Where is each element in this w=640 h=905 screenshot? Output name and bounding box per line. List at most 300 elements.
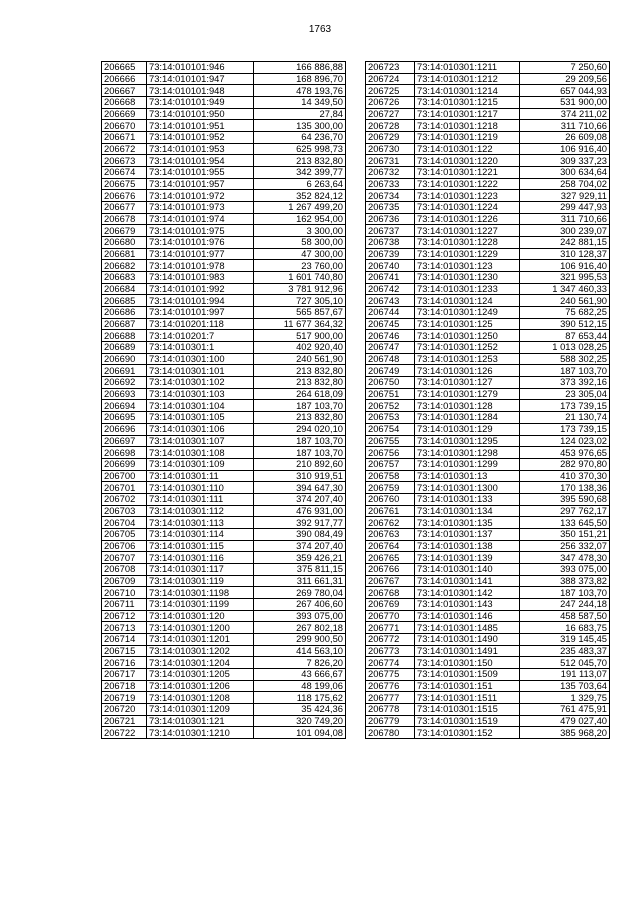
cadastral-number-cell: 73:14:010301:1253 xyxy=(415,353,520,365)
value-cell: 517 900,00 xyxy=(254,330,346,342)
row-number-cell: 206694 xyxy=(102,400,147,412)
row-number-cell: 206751 xyxy=(366,388,415,400)
row-number-cell: 206742 xyxy=(366,283,415,295)
table-row xyxy=(366,178,610,190)
value-cell: 7 250,60 xyxy=(520,62,610,74)
table-row xyxy=(366,458,610,470)
value-cell: 6 263,64 xyxy=(254,178,346,190)
table-row xyxy=(102,703,346,715)
table-row xyxy=(102,470,346,482)
value-cell: 187 103,70 xyxy=(520,587,610,599)
table-row xyxy=(102,377,346,389)
table-row xyxy=(366,423,610,435)
value-cell: 3 781 912,96 xyxy=(254,283,346,295)
row-number-cell: 206732 xyxy=(366,167,415,179)
table-row xyxy=(366,283,610,295)
value-cell: 191 113,07 xyxy=(520,668,610,680)
table-row xyxy=(366,715,610,727)
value-cell: 319 145,45 xyxy=(520,633,610,645)
row-number-cell: 206687 xyxy=(102,318,147,330)
row-number-cell: 206693 xyxy=(102,388,147,400)
row-number-cell: 206724 xyxy=(366,73,415,85)
value-cell: 187 103,70 xyxy=(520,365,610,377)
cadastral-number-cell: 73:14:010101:952 xyxy=(147,132,254,144)
cadastral-number-cell: 73:14:010301:134 xyxy=(415,505,520,517)
value-cell: 385 968,20 xyxy=(520,727,610,739)
cadastral-number-cell: 73:14:010301:1217 xyxy=(415,108,520,120)
value-cell: 213 832,80 xyxy=(254,155,346,167)
table-row xyxy=(102,318,346,330)
row-number-cell: 206744 xyxy=(366,307,415,319)
table-row xyxy=(366,73,610,85)
cadastral-number-cell: 73:14:010301:1509 xyxy=(415,668,520,680)
row-number-cell: 206674 xyxy=(102,167,147,179)
value-cell: 342 399,77 xyxy=(254,167,346,179)
row-number-cell: 206765 xyxy=(366,552,415,564)
table-row xyxy=(102,668,346,680)
row-number-cell: 206706 xyxy=(102,540,147,552)
row-number-cell: 206672 xyxy=(102,143,147,155)
cadastral-number-cell: 73:14:010301:112 xyxy=(147,505,254,517)
row-number-cell: 206764 xyxy=(366,540,415,552)
value-cell: 374 207,40 xyxy=(254,540,346,552)
value-cell: 727 305,10 xyxy=(254,295,346,307)
cadastral-number-cell: 73:14:010301:1214 xyxy=(415,85,520,97)
cadastral-number-cell: 73:14:010101:992 xyxy=(147,283,254,295)
cadastral-number-cell: 73:14:010101:947 xyxy=(147,73,254,85)
row-number-cell: 206719 xyxy=(102,692,147,704)
cadastral-number-cell: 73:14:010301:1250 xyxy=(415,330,520,342)
table-row xyxy=(102,178,346,190)
cadastral-number-cell: 73:14:010101:973 xyxy=(147,202,254,214)
value-cell: 240 561,90 xyxy=(520,295,610,307)
row-number-cell: 206684 xyxy=(102,283,147,295)
cadastral-number-cell: 73:14:010101:950 xyxy=(147,108,254,120)
value-cell: 390 512,15 xyxy=(520,318,610,330)
value-cell: 374 211,02 xyxy=(520,108,610,120)
row-number-cell: 206735 xyxy=(366,202,415,214)
cadastral-number-cell: 73:14:010301:135 xyxy=(415,517,520,529)
value-cell: 300 634,64 xyxy=(520,167,610,179)
cadastral-number-cell: 73:14:010301:1295 xyxy=(415,435,520,447)
table-row xyxy=(102,85,346,97)
value-cell: 240 561,90 xyxy=(254,353,346,365)
cadastral-number-cell: 73:14:010301:128 xyxy=(415,400,520,412)
cadastral-number-cell: 73:14:010201:7 xyxy=(147,330,254,342)
row-number-cell: 206667 xyxy=(102,85,147,97)
row-number-cell: 206683 xyxy=(102,272,147,284)
cadastral-number-cell: 73:14:010301:137 xyxy=(415,528,520,540)
row-number-cell: 206730 xyxy=(366,143,415,155)
table-row xyxy=(366,260,610,272)
row-number-cell: 206733 xyxy=(366,178,415,190)
row-number-cell: 206774 xyxy=(366,657,415,669)
cadastral-number-cell: 73:14:010301:119 xyxy=(147,575,254,587)
row-number-cell: 206703 xyxy=(102,505,147,517)
row-number-cell: 206673 xyxy=(102,155,147,167)
cadastral-number-cell: 73:14:010301:1211 xyxy=(415,62,520,74)
cadastral-number-cell: 73:14:010301:1491 xyxy=(415,645,520,657)
row-number-cell: 206760 xyxy=(366,493,415,505)
table-row xyxy=(102,400,346,412)
cadastral-number-cell: 73:14:010301:1226 xyxy=(415,213,520,225)
value-cell: 625 998,73 xyxy=(254,143,346,155)
table-row xyxy=(366,85,610,97)
value-cell: 1 267 499,20 xyxy=(254,202,346,214)
value-cell: 388 373,82 xyxy=(520,575,610,587)
value-cell: 106 916,40 xyxy=(520,260,610,272)
row-number-cell: 206692 xyxy=(102,377,147,389)
table-row xyxy=(366,120,610,132)
value-cell: 327 929,11 xyxy=(520,190,610,202)
value-cell: 47 300,00 xyxy=(254,248,346,260)
cadastral-number-cell: 73:14:010301:1299 xyxy=(415,458,520,470)
cadastral-number-cell: 73:14:010301:123 xyxy=(415,260,520,272)
row-number-cell: 206729 xyxy=(366,132,415,144)
row-number-cell: 206723 xyxy=(366,62,415,74)
table-row xyxy=(102,295,346,307)
cadastral-number-cell: 73:14:010301:122 xyxy=(415,143,520,155)
cadastral-number-cell: 73:14:010101:957 xyxy=(147,178,254,190)
table-row xyxy=(102,610,346,622)
cadastral-number-cell: 73:14:010301:1300 xyxy=(415,482,520,494)
value-cell: 359 426,21 xyxy=(254,552,346,564)
value-cell: 1 013 028,25 xyxy=(520,342,610,354)
value-cell: 394 647,30 xyxy=(254,482,346,494)
table-row xyxy=(102,412,346,424)
table-row xyxy=(102,248,346,260)
row-number-cell: 206675 xyxy=(102,178,147,190)
cadastral-number-cell: 73:14:010301:1221 xyxy=(415,167,520,179)
value-cell: 531 900,00 xyxy=(520,97,610,109)
table-row xyxy=(366,167,610,179)
value-cell: 173 739,15 xyxy=(520,423,610,435)
cadastral-number-cell: 73:14:010301:150 xyxy=(415,657,520,669)
value-cell: 311 661,31 xyxy=(254,575,346,587)
row-number-cell: 206762 xyxy=(366,517,415,529)
value-cell: 58 300,00 xyxy=(254,237,346,249)
table-row xyxy=(102,330,346,342)
row-number-cell: 206709 xyxy=(102,575,147,587)
row-number-cell: 206734 xyxy=(366,190,415,202)
table-row xyxy=(366,143,610,155)
value-cell: 7 826,20 xyxy=(254,657,346,669)
cadastral-number-cell: 73:14:010301:1209 xyxy=(147,703,254,715)
value-cell: 299 447,93 xyxy=(520,202,610,214)
value-cell: 458 587,50 xyxy=(520,610,610,622)
row-number-cell: 206713 xyxy=(102,622,147,634)
table-row xyxy=(366,108,610,120)
cadastral-number-cell: 73:14:010101:955 xyxy=(147,167,254,179)
cadastral-number-cell: 73:14:010301:1 xyxy=(147,342,254,354)
table-row xyxy=(102,307,346,319)
table-row xyxy=(102,575,346,587)
table-row xyxy=(366,62,610,74)
table-row xyxy=(102,622,346,634)
value-cell: 87 653,44 xyxy=(520,330,610,342)
value-cell: 402 920,40 xyxy=(254,342,346,354)
table-row xyxy=(102,132,346,144)
table-row xyxy=(102,458,346,470)
row-number-cell: 206681 xyxy=(102,248,147,260)
cadastral-number-cell: 73:14:010101:946 xyxy=(147,62,254,74)
table-row xyxy=(366,353,610,365)
row-number-cell: 206739 xyxy=(366,248,415,260)
row-number-cell: 206780 xyxy=(366,727,415,739)
value-cell: 321 995,53 xyxy=(520,272,610,284)
row-number-cell: 206677 xyxy=(102,202,147,214)
table-row xyxy=(366,377,610,389)
registry-table-right xyxy=(365,61,610,739)
value-cell: 512 045,70 xyxy=(520,657,610,669)
table-row xyxy=(102,167,346,179)
row-number-cell: 206738 xyxy=(366,237,415,249)
table-row xyxy=(102,272,346,284)
row-number-cell: 206699 xyxy=(102,458,147,470)
cadastral-number-cell: 73:14:010301:140 xyxy=(415,563,520,575)
cadastral-number-cell: 73:14:010301:110 xyxy=(147,482,254,494)
table-row xyxy=(366,388,610,400)
cadastral-number-cell: 73:14:010101:983 xyxy=(147,272,254,284)
table-row xyxy=(366,657,610,669)
row-number-cell: 206756 xyxy=(366,447,415,459)
value-cell: 374 207,40 xyxy=(254,493,346,505)
table-row xyxy=(366,598,610,610)
cadastral-number-cell: 73:14:010301:1284 xyxy=(415,412,520,424)
row-number-cell: 206747 xyxy=(366,342,415,354)
table-row xyxy=(102,202,346,214)
row-number-cell: 206695 xyxy=(102,412,147,424)
row-number-cell: 206769 xyxy=(366,598,415,610)
table-row xyxy=(366,552,610,564)
cadastral-number-cell: 73:14:010301:1212 xyxy=(415,73,520,85)
row-number-cell: 206763 xyxy=(366,528,415,540)
cadastral-number-cell: 73:14:010301:129 xyxy=(415,423,520,435)
cadastral-number-cell: 73:14:010301:13 xyxy=(415,470,520,482)
cadastral-number-cell: 73:14:010301:116 xyxy=(147,552,254,564)
cadastral-number-cell: 73:14:010301:1222 xyxy=(415,178,520,190)
value-cell: 11 677 364,32 xyxy=(254,318,346,330)
value-cell: 267 802,18 xyxy=(254,622,346,634)
row-number-cell: 206720 xyxy=(102,703,147,715)
row-number-cell: 206737 xyxy=(366,225,415,237)
value-cell: 395 590,68 xyxy=(520,493,610,505)
value-cell: 414 563,10 xyxy=(254,645,346,657)
value-cell: 23 760,00 xyxy=(254,260,346,272)
row-number-cell: 206711 xyxy=(102,598,147,610)
cadastral-number-cell: 73:14:010301:109 xyxy=(147,458,254,470)
cadastral-number-cell: 73:14:010101:975 xyxy=(147,225,254,237)
value-cell: 392 917,77 xyxy=(254,517,346,529)
table-row xyxy=(102,260,346,272)
value-cell: 35 424,36 xyxy=(254,703,346,715)
value-cell: 297 762,17 xyxy=(520,505,610,517)
cadastral-number-cell: 73:14:010101:976 xyxy=(147,237,254,249)
row-number-cell: 206778 xyxy=(366,703,415,715)
table-row xyxy=(366,493,610,505)
row-number-cell: 206712 xyxy=(102,610,147,622)
cadastral-number-cell: 73:14:010301:1230 xyxy=(415,272,520,284)
table-row xyxy=(366,272,610,284)
row-number-cell: 206665 xyxy=(102,62,147,74)
cadastral-number-cell: 73:14:010301:141 xyxy=(415,575,520,587)
value-cell: 21 130,74 xyxy=(520,412,610,424)
table-row xyxy=(102,225,346,237)
value-cell: 300 239,07 xyxy=(520,225,610,237)
table-row xyxy=(366,330,610,342)
row-number-cell: 206757 xyxy=(366,458,415,470)
row-number-cell: 206716 xyxy=(102,657,147,669)
value-cell: 170 138,36 xyxy=(520,482,610,494)
value-cell: 1 601 740,80 xyxy=(254,272,346,284)
table-row xyxy=(102,482,346,494)
row-number-cell: 206773 xyxy=(366,645,415,657)
row-number-cell: 206668 xyxy=(102,97,147,109)
cadastral-number-cell: 73:14:010301:1218 xyxy=(415,120,520,132)
cadastral-number-cell: 73:14:010301:1201 xyxy=(147,633,254,645)
row-number-cell: 206726 xyxy=(366,97,415,109)
row-number-cell: 206725 xyxy=(366,85,415,97)
row-number-cell: 206772 xyxy=(366,633,415,645)
value-cell: 133 645,50 xyxy=(520,517,610,529)
row-number-cell: 206708 xyxy=(102,563,147,575)
table-row xyxy=(366,213,610,225)
table-row xyxy=(102,598,346,610)
table-row xyxy=(102,552,346,564)
cadastral-number-cell: 73:14:010301:100 xyxy=(147,353,254,365)
cadastral-number-cell: 73:14:010301:125 xyxy=(415,318,520,330)
row-number-cell: 206754 xyxy=(366,423,415,435)
value-cell: 14 349,50 xyxy=(254,97,346,109)
cadastral-number-cell: 73:14:010301:151 xyxy=(415,680,520,692)
value-cell: 282 970,80 xyxy=(520,458,610,470)
value-cell: 247 244,18 xyxy=(520,598,610,610)
row-number-cell: 206722 xyxy=(102,727,147,739)
cadastral-number-cell: 73:14:010301:143 xyxy=(415,598,520,610)
cadastral-number-cell: 73:14:010301:1228 xyxy=(415,237,520,249)
cadastral-number-cell: 73:14:010301:1219 xyxy=(415,132,520,144)
table-row xyxy=(366,447,610,459)
value-cell: 294 020,10 xyxy=(254,423,346,435)
row-number-cell: 206710 xyxy=(102,587,147,599)
cadastral-number-cell: 73:14:010301:117 xyxy=(147,563,254,575)
table-row xyxy=(102,342,346,354)
row-number-cell: 206770 xyxy=(366,610,415,622)
value-cell: 393 075,00 xyxy=(254,610,346,622)
value-cell: 27,84 xyxy=(254,108,346,120)
row-number-cell: 206696 xyxy=(102,423,147,435)
value-cell: 101 094,08 xyxy=(254,727,346,739)
table-row xyxy=(366,155,610,167)
row-number-cell: 206727 xyxy=(366,108,415,120)
cadastral-number-cell: 73:14:010301:1511 xyxy=(415,692,520,704)
row-number-cell: 206669 xyxy=(102,108,147,120)
row-number-cell: 206753 xyxy=(366,412,415,424)
cadastral-number-cell: 73:14:010301:115 xyxy=(147,540,254,552)
value-cell: 478 193,76 xyxy=(254,85,346,97)
row-number-cell: 206682 xyxy=(102,260,147,272)
table-row xyxy=(366,517,610,529)
row-number-cell: 206761 xyxy=(366,505,415,517)
cadastral-number-cell: 73:14:010301:107 xyxy=(147,435,254,447)
row-number-cell: 206768 xyxy=(366,587,415,599)
value-cell: 256 332,07 xyxy=(520,540,610,552)
row-number-cell: 206680 xyxy=(102,237,147,249)
value-cell: 242 881,15 xyxy=(520,237,610,249)
value-cell: 48 199,06 xyxy=(254,680,346,692)
row-number-cell: 206718 xyxy=(102,680,147,692)
row-number-cell: 206750 xyxy=(366,377,415,389)
value-cell: 1 347 460,33 xyxy=(520,283,610,295)
table-row xyxy=(102,587,346,599)
row-number-cell: 206678 xyxy=(102,213,147,225)
table-row xyxy=(102,680,346,692)
cadastral-number-cell: 73:14:010301:1279 xyxy=(415,388,520,400)
cadastral-number-cell: 73:14:010101:953 xyxy=(147,143,254,155)
row-number-cell: 206736 xyxy=(366,213,415,225)
cadastral-number-cell: 73:14:010301:121 xyxy=(147,715,254,727)
table-row xyxy=(102,62,346,74)
row-number-cell: 206670 xyxy=(102,120,147,132)
value-cell: 476 931,00 xyxy=(254,505,346,517)
cadastral-number-cell: 73:14:010301:1199 xyxy=(147,598,254,610)
row-number-cell: 206717 xyxy=(102,668,147,680)
row-number-cell: 206707 xyxy=(102,552,147,564)
value-cell: 213 832,80 xyxy=(254,365,346,377)
table-row xyxy=(102,388,346,400)
value-cell: 118 175,62 xyxy=(254,692,346,704)
cadastral-number-cell: 73:14:010301:142 xyxy=(415,587,520,599)
table-row xyxy=(102,563,346,575)
table-row xyxy=(366,435,610,447)
row-number-cell: 206741 xyxy=(366,272,415,284)
value-cell: 761 475,91 xyxy=(520,703,610,715)
value-cell: 64 236,70 xyxy=(254,132,346,144)
value-cell: 135 300,00 xyxy=(254,120,346,132)
cadastral-number-cell: 73:14:010301:152 xyxy=(415,727,520,739)
row-number-cell: 206697 xyxy=(102,435,147,447)
cadastral-number-cell: 73:14:010301:1202 xyxy=(147,645,254,657)
row-number-cell: 206721 xyxy=(102,715,147,727)
value-cell: 75 682,25 xyxy=(520,307,610,319)
table-row xyxy=(366,528,610,540)
cadastral-number-cell: 73:14:010301:1249 xyxy=(415,307,520,319)
table-row xyxy=(102,353,346,365)
value-cell: 43 666,67 xyxy=(254,668,346,680)
table-row xyxy=(366,575,610,587)
table-row xyxy=(366,633,610,645)
table-row xyxy=(366,563,610,575)
row-number-cell: 206745 xyxy=(366,318,415,330)
table-row xyxy=(366,587,610,599)
cadastral-number-cell: 73:14:010301:103 xyxy=(147,388,254,400)
table-row xyxy=(102,540,346,552)
row-number-cell: 206752 xyxy=(366,400,415,412)
table-row xyxy=(102,423,346,435)
value-cell: 453 976,65 xyxy=(520,447,610,459)
cadastral-number-cell: 73:14:010101:951 xyxy=(147,120,254,132)
row-number-cell: 206755 xyxy=(366,435,415,447)
cadastral-number-cell: 73:14:010301:1229 xyxy=(415,248,520,260)
cadastral-number-cell: 73:14:010101:994 xyxy=(147,295,254,307)
cadastral-number-cell: 73:14:010301:101 xyxy=(147,365,254,377)
table-row xyxy=(366,645,610,657)
cadastral-number-cell: 73:14:010301:102 xyxy=(147,377,254,389)
table-row xyxy=(366,225,610,237)
row-number-cell: 206671 xyxy=(102,132,147,144)
table-row xyxy=(102,435,346,447)
value-cell: 299 900,50 xyxy=(254,633,346,645)
